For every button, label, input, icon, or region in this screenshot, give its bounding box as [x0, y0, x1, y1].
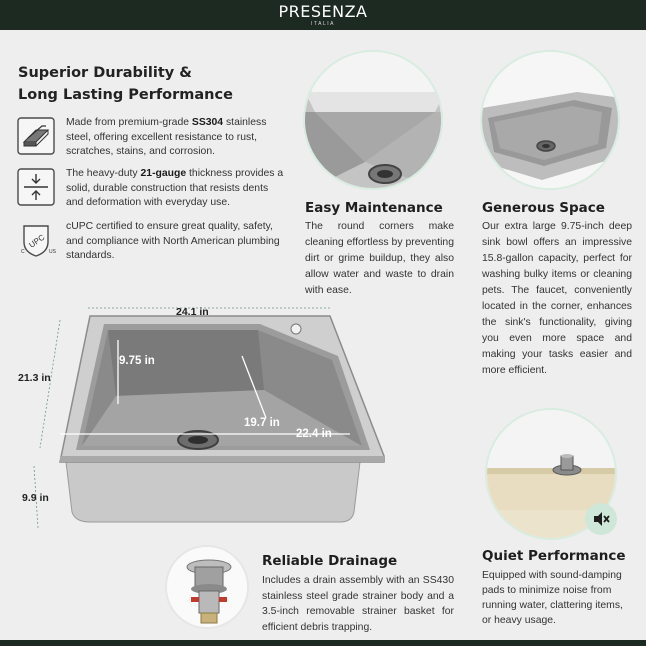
- sink-bowl-image: [480, 50, 620, 190]
- easy-maintenance-text: The round corners make cleaning effortless by preventing dirt or grime buildup, they also allow water and waste to drain with ease.: [305, 221, 454, 296]
- bowl-width-label: 22.4 in: [296, 428, 332, 440]
- steel-beam-icon: [16, 116, 56, 156]
- feature-cupc: [16, 220, 286, 264]
- width-dimension-label: 24.1 in: [176, 306, 209, 318]
- generous-space-text: Our extra large 9.75-inch deep sink bowl offers an impressive 15.8-gallon capacity, perfect for washing bulky items or cleaning pets. The faucet, conveniently located in the corner, enhances the sink's functionality, giving you even more space and making your tasks easier and more efficient.: [482, 221, 632, 376]
- drain-assembly-image: [165, 545, 249, 629]
- gauge-thickness-icon: [16, 167, 56, 207]
- feature-text: Made from premium-grade SS304 stainless steel, offering excellent resistance to rust, scratches, stains, and corrosion.: [66, 117, 267, 158]
- feature-text: The heavy-duty 21-gauge thickness provides a solid, durable construction that resists dents and deformation with everyday use.: [66, 168, 284, 209]
- depth-dimension-label: 21.3 in: [18, 372, 51, 384]
- cupc-shield-icon: [16, 220, 56, 260]
- durability-headline: [18, 62, 278, 106]
- quiet-performance-text: Equipped with sound-damping pads to minimize noise from running water, clattering items, or heavy usage.: [482, 570, 623, 626]
- cupc-shield-label: UPC: [27, 232, 47, 250]
- corner-closeup-image: [303, 50, 443, 190]
- generous-space-title: Generous Space: [482, 200, 605, 216]
- feature-ss304: [16, 116, 286, 160]
- bowl-length-label: 19.7 in: [244, 417, 280, 429]
- svg-text:US: US: [49, 249, 56, 255]
- reliable-drainage-text: Includes a drain assembly with an SS430 stainless steel grade strainer body and a 3.5-inch removable strainer basket for efficient debris trapping.: [262, 575, 454, 633]
- easy-maintenance-title: Easy Maintenance: [305, 200, 443, 216]
- brand-name: PRESENZA: [278, 1, 368, 21]
- quiet-performance-title: Quiet Performance: [482, 548, 626, 564]
- feature-21-gauge: [16, 167, 286, 211]
- reliable-drainage-title: Reliable Drainage: [262, 553, 398, 569]
- bowl-depth-label: 9.75 in: [119, 355, 155, 367]
- sound-muted-icon: [585, 503, 617, 535]
- svg-text:C: C: [21, 249, 25, 255]
- height-dimension-label: 9.9 in: [22, 492, 49, 504]
- brand-header: [0, 0, 646, 30]
- headline-line-2: Long Lasting Performance: [18, 87, 233, 103]
- brand-subtitle: ITALIA: [311, 20, 335, 27]
- sink-dimension-diagram: [20, 300, 390, 535]
- footer-bar: [0, 640, 646, 646]
- headline-line-1: Superior Durability &: [18, 65, 192, 81]
- feature-text: cUPC certified to ensure great quality, safety, and compliance with North American plumbing standards.: [66, 221, 280, 262]
